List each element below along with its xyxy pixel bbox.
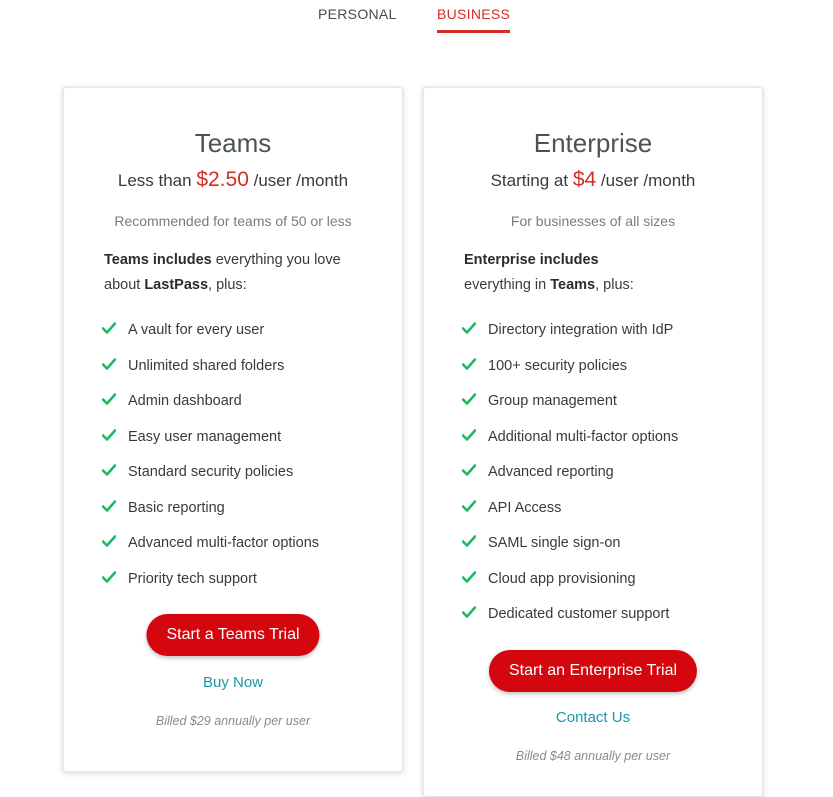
tab-personal[interactable]: PERSONAL: [318, 6, 397, 22]
checkmark-icon: [102, 356, 116, 372]
feature-list: [462, 317, 678, 637]
checkmark-icon: [462, 391, 476, 407]
feature-label: Cloud app provisioning: [488, 570, 636, 587]
tab-business[interactable]: BUSINESS: [437, 6, 510, 33]
checkmark-icon: [462, 462, 476, 478]
feature-item: [462, 566, 678, 602]
feature-item: [102, 495, 319, 531]
start-enterprise-trial-button[interactable]: Start an Enterprise Trial: [489, 650, 697, 692]
feature-label: Unlimited shared folders: [128, 357, 285, 374]
plan-recommendation: Recommended for teams of 50 or less: [114, 213, 352, 229]
price-prefix: Less than: [117, 171, 197, 190]
includes-tail: , plus:: [208, 277, 247, 293]
plan-type-tabs: [0, 0, 833, 40]
billing-note: Billed $48 annually per user: [515, 749, 671, 763]
feature-label: Advanced multi-factor options: [128, 535, 320, 551]
teams-plan-card: [63, 87, 403, 772]
price-amount: $2.50: [196, 168, 249, 191]
checkmark-icon: [102, 320, 116, 336]
feature-label: Group management: [488, 393, 617, 409]
feature-label: A vault for every user: [128, 322, 265, 338]
checkmark-icon: [462, 569, 476, 585]
feature-label: Easy user management: [128, 428, 282, 445]
price-suffix: /user /month: [596, 171, 696, 190]
checkmark-icon: [462, 498, 476, 514]
includes-product: LastPass: [144, 277, 209, 293]
feature-list: [102, 317, 319, 601]
billing-note: Billed $29 annually per user: [155, 714, 311, 728]
enterprise-plan-card: [423, 87, 763, 797]
checkmark-icon: [462, 356, 476, 372]
price-line: [64, 168, 402, 192]
feature-label: Additional multi-factor options: [488, 428, 679, 445]
feature-item: [462, 424, 678, 460]
feature-label: Standard security policies: [128, 464, 294, 480]
plan-title: Teams: [194, 128, 272, 158]
includes-body: everything in: [464, 277, 551, 293]
feature-label: API Access: [488, 499, 562, 516]
feature-item: [462, 459, 678, 495]
feature-label: Directory integration with IdP: [488, 322, 674, 338]
checkmark-icon: [102, 427, 116, 443]
plan-recommendation: For businesses of all sizes: [510, 213, 676, 229]
feature-item: [102, 317, 319, 353]
checkmark-icon: [462, 533, 476, 549]
feature-item: [462, 353, 678, 389]
checkmark-icon: [462, 604, 476, 620]
plan-title: Enterprise: [533, 128, 653, 158]
checkmark-icon: [102, 462, 116, 478]
feature-item: [102, 566, 319, 602]
price-suffix: /user /month: [248, 171, 349, 190]
feature-item: [102, 353, 319, 389]
checkmark-icon: [102, 569, 116, 585]
feature-item: [462, 317, 678, 353]
feature-label: Priority tech support: [128, 570, 257, 587]
price-line: [424, 168, 762, 192]
feature-item: [102, 424, 319, 460]
price-prefix: Starting at: [490, 171, 573, 190]
feature-label: SAML single sign-on: [488, 535, 621, 551]
checkmark-icon: [462, 427, 476, 443]
price-amount: $4: [572, 168, 597, 191]
contact-us-link[interactable]: Contact Us: [555, 709, 631, 726]
feature-label: Admin dashboard: [128, 393, 242, 409]
feature-item: [462, 495, 678, 531]
includes-lead: Enterprise includes: [464, 252, 599, 268]
feature-item: [462, 388, 678, 424]
feature-item: [462, 530, 678, 566]
includes-text: [464, 248, 734, 298]
includes-body: everything you love about: [104, 252, 341, 293]
checkmark-icon: [462, 320, 476, 336]
feature-label: Basic reporting: [128, 499, 225, 516]
feature-item: [102, 388, 319, 424]
includes-tail: , plus:: [595, 277, 634, 293]
includes-lead: Teams includes: [104, 252, 212, 268]
start-teams-trial-button[interactable]: Start a Teams Trial: [146, 614, 319, 656]
feature-label: Advanced reporting: [488, 464, 614, 480]
feature-item: [462, 601, 678, 637]
feature-label: Dedicated customer support: [488, 606, 670, 622]
buy-now-link[interactable]: Buy Now: [202, 674, 264, 691]
checkmark-icon: [102, 391, 116, 407]
checkmark-icon: [102, 533, 116, 549]
includes-text: [104, 248, 374, 298]
feature-label: 100+ security policies: [488, 357, 628, 374]
checkmark-icon: [102, 498, 116, 514]
includes-product: Teams: [550, 277, 596, 293]
feature-item: [102, 459, 319, 495]
feature-item: [102, 530, 319, 566]
